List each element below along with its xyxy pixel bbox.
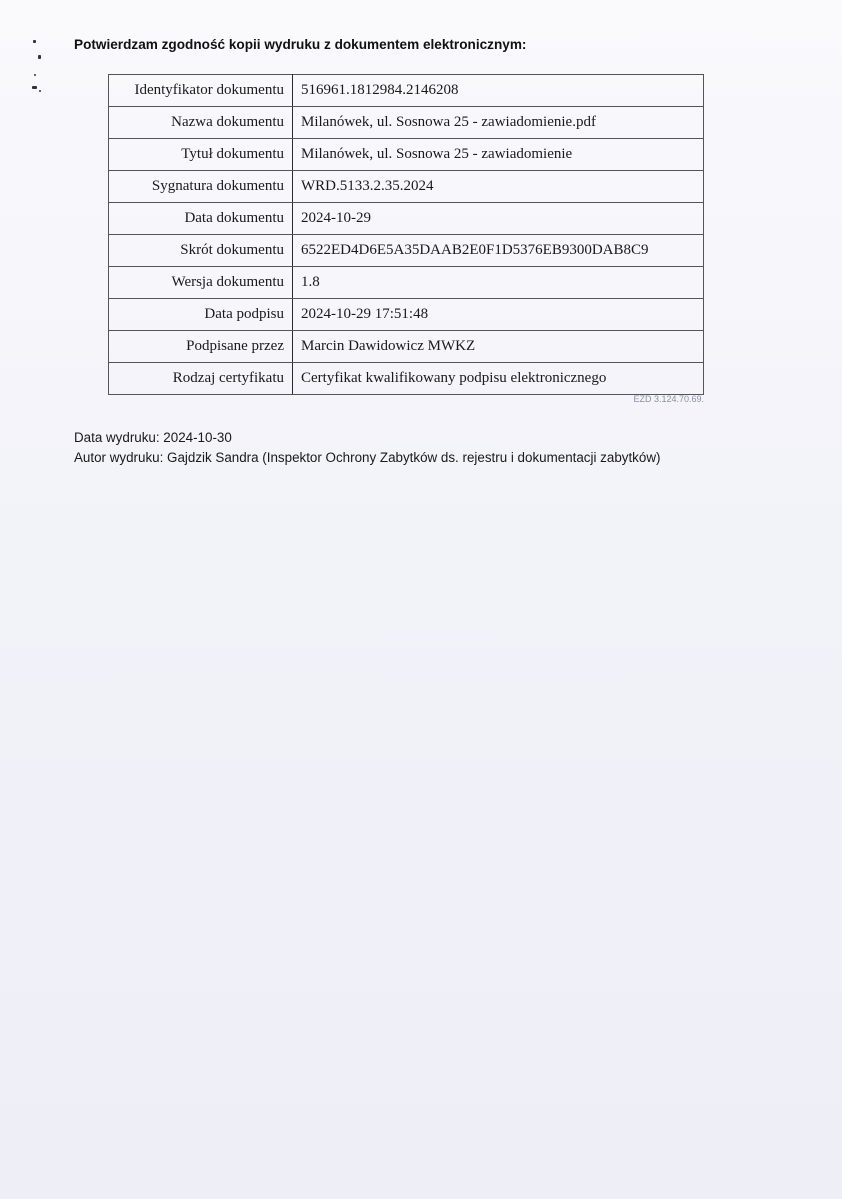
- field-label: Podpisane przez: [109, 331, 293, 363]
- field-label: Skrót dokumentu: [109, 235, 293, 267]
- field-label: Data podpisu: [109, 299, 293, 331]
- print-date: Data wydruku: 2024-10-30: [74, 430, 232, 445]
- field-value: Milanówek, ul. Sosnowa 25 - zawiadomienie: [293, 139, 704, 171]
- table-row: [109, 235, 704, 267]
- field-label: Wersja dokumentu: [109, 267, 293, 299]
- field-value: Marcin Dawidowicz MWKZ: [293, 331, 704, 363]
- print-author: Autor wydruku: Gajdzik Sandra (Inspektor Ochrony Zabytków ds. rejestru i dokumentacji zabytków): [74, 450, 661, 465]
- table-row: [109, 139, 704, 171]
- document-metadata-table: [108, 74, 704, 395]
- scan-artifact-marks: [30, 38, 44, 98]
- field-value: 6522ED4D6E5A35DAAB2E0F1D5376EB9300DAB8C9: [293, 235, 704, 267]
- field-value: 2024-10-29: [293, 203, 704, 235]
- table-row: [109, 299, 704, 331]
- confirmation-heading: Potwierdzam zgodność kopii wydruku z dokumentem elektronicznym:: [74, 37, 527, 52]
- field-value: WRD.5133.2.35.2024: [293, 171, 704, 203]
- field-label: Sygnatura dokumentu: [109, 171, 293, 203]
- field-value: 516961.1812984.2146208: [293, 75, 704, 107]
- system-version-label: EZD 3.124.70.69.: [633, 394, 704, 404]
- table-row: [109, 331, 704, 363]
- field-label: Identyfikator dokumentu: [109, 75, 293, 107]
- table-row: [109, 267, 704, 299]
- table-row: [109, 75, 704, 107]
- table-row: [109, 107, 704, 139]
- field-label: Rodzaj certyfikatu: [109, 363, 293, 395]
- field-value: 1.8: [293, 267, 704, 299]
- table-row: [109, 203, 704, 235]
- field-value: 2024-10-29 17:51:48: [293, 299, 704, 331]
- table-row: [109, 363, 704, 395]
- field-label: Nazwa dokumentu: [109, 107, 293, 139]
- field-label: Data dokumentu: [109, 203, 293, 235]
- table-row: [109, 171, 704, 203]
- field-value: Milanówek, ul. Sosnowa 25 - zawiadomienie.pdf: [293, 107, 704, 139]
- field-value: Certyfikat kwalifikowany podpisu elektronicznego: [293, 363, 704, 395]
- field-label: Tytuł dokumentu: [109, 139, 293, 171]
- print-info: [74, 428, 660, 468]
